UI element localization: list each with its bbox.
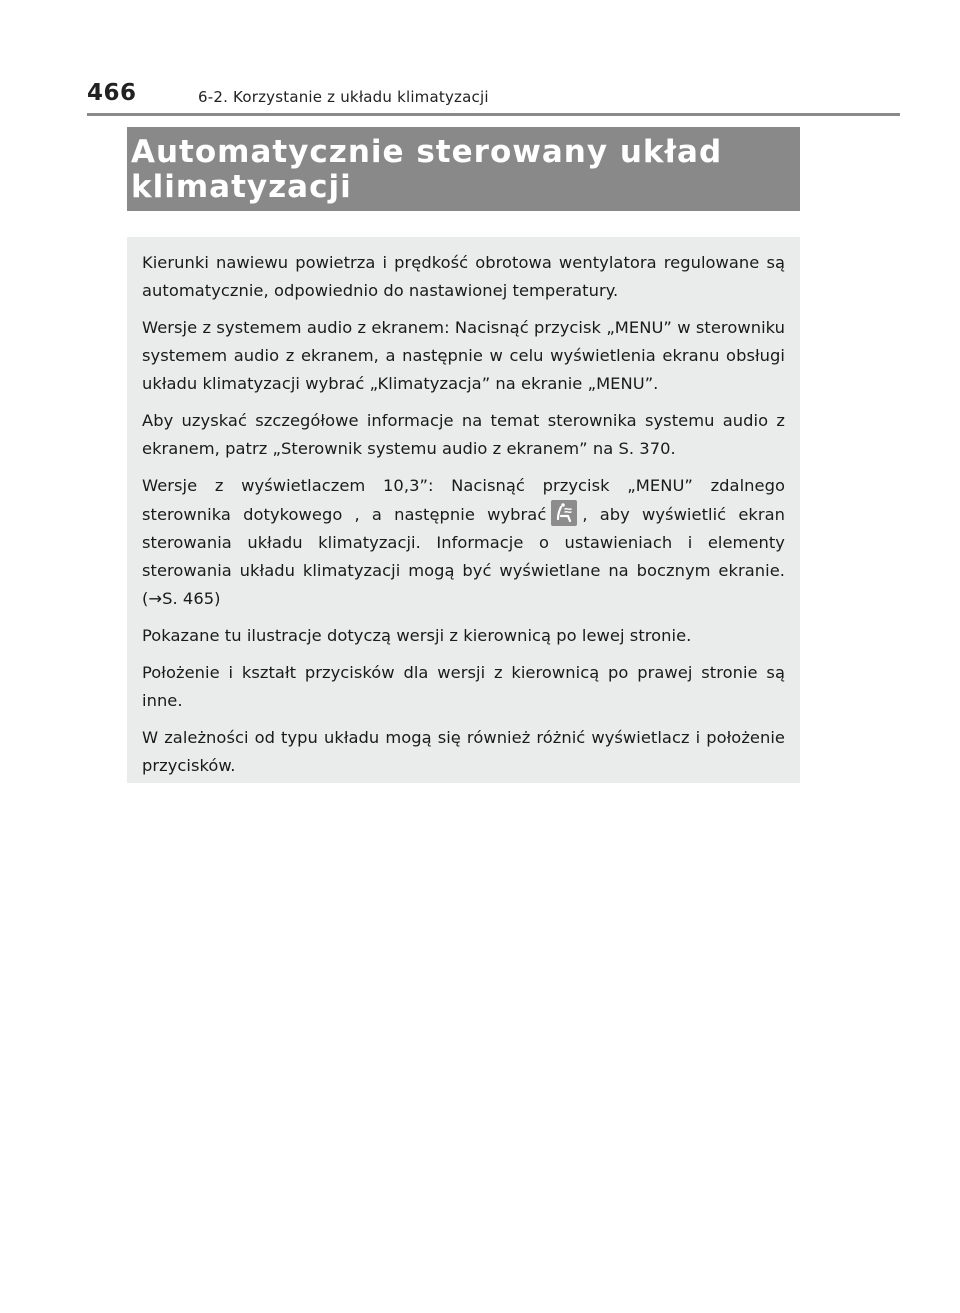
paragraph-4-text-b: , aby wyświetlić ekran sterowania układu klimatyzacji. Informacje o ustawieniach i elementy sterowania układu klimatyzacji mogą być wyświetlane na bocznym ekranie. (→S. 465)	[142, 505, 786, 608]
paragraph-4-text-a: Wersje z wyświetlaczem 10,3”: Nacisnąć przycisk „MENU” zdalnego sterownika dotykowego , a następnie wybrać	[142, 476, 785, 524]
section-title: 6-2. Korzystanie z układu klimatyzacji	[198, 88, 489, 106]
title-box	[127, 127, 800, 211]
page-title	[131, 135, 800, 205]
page-title-line1: Automatycznie sterowany układ	[131, 134, 723, 170]
climate-seat-icon	[551, 500, 577, 526]
paragraph-7: W zależności od typu układu mogą się również różnić wyświetlacz i położenie przycisków.	[142, 728, 785, 775]
paragraph-5: Pokazane tu ilustracje dotyczą wersji z kierownicą po lewej stronie.	[142, 626, 692, 645]
page-title-line2: klimatyzacji	[131, 169, 352, 205]
page-number: 466	[87, 80, 137, 106]
paragraph-4	[142, 472, 785, 613]
paragraph-2: Wersje z systemem audio z ekranem: Nacisnąć przycisk „MENU” w sterowniku systemem audio z ekranem, a następnie w celu wyświetlenia ekranu obsługi układu klimatyzacji wybrać „Klimatyzacja” na ekranie „MENU”.	[142, 318, 785, 393]
content-box	[127, 237, 800, 783]
paragraph-6: Położenie i kształt przycisków dla wersji z kierownicą po prawej stronie są inne.	[142, 663, 785, 710]
page-header	[87, 78, 900, 116]
paragraph-1: Kierunki nawiewu powietrza i prędkość obrotowa wentylatora regulowane są automatycznie, odpowiednio do nastawionej temperatury.	[142, 253, 785, 300]
paragraph-3: Aby uzyskać szczegółowe informacje na temat sterownika systemu audio z ekranem, patrz „Sterownik systemu audio z ekranem” na S. 370.	[142, 411, 785, 458]
